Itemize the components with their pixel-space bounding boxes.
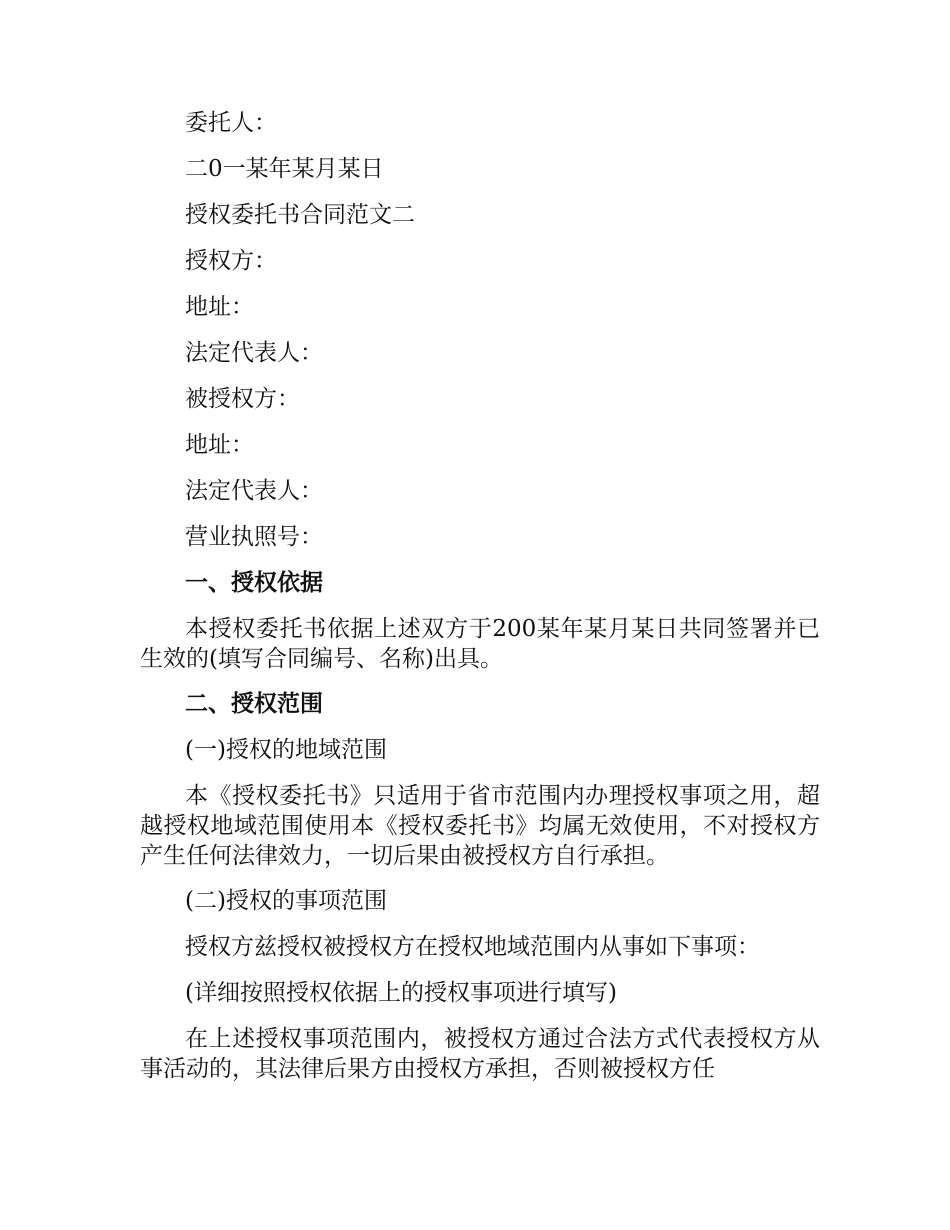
- grantee-line: 被授权方：: [185, 386, 300, 412]
- geographic-scope-paragraph: 本《授权委托书》只适用于省市范围内办理授权事项之用，超越授权地域范围使用本《授权委托书》均属无效使用，不对授权方产生任何法律效力，一切后果由被授权方自行承担。: [140, 783, 820, 869]
- date-line: 二0一某年某月某日: [185, 156, 384, 182]
- legal-consequence-paragraph: 在上述授权事项范围内，被授权方通过合法方式代表授权方从事活动的，其法律后果方由授权方承担，否则被授权方任: [140, 1026, 820, 1082]
- grantor-line: 授权方：: [185, 248, 277, 274]
- basis-paragraph: 本授权委托书依据上述双方于200某年某月某日共同签署并已生效的(填写合同编号、名称)出具。: [140, 616, 820, 672]
- business-license-line: 营业执照号：: [185, 524, 323, 550]
- matters-scope-paragraph: 授权方兹授权被授权方在授权地域范围内从事如下事项：: [185, 934, 760, 960]
- sample-title: 授权委托书合同范文二: [185, 202, 415, 228]
- grantee-address-line: 地址：: [185, 432, 254, 458]
- subsection-matters-scope: (二)授权的事项范围: [185, 888, 387, 914]
- document-page: [140, 108, 820, 1099]
- grantor-legal-rep-line: 法定代表人：: [185, 340, 323, 366]
- entrusting-party-line: 委托人：: [185, 110, 277, 136]
- section-heading-scope: 二、授权范围: [185, 690, 323, 717]
- subsection-geographic-scope: (一)授权的地域范围: [185, 737, 387, 763]
- grantor-address-line: 地址：: [185, 294, 254, 320]
- grantee-legal-rep-line: 法定代表人：: [185, 478, 323, 504]
- matters-fill-instruction: (详细按照授权依据上的授权事项进行填写): [185, 980, 617, 1006]
- section-heading-basis: 一、授权依据: [185, 569, 323, 596]
